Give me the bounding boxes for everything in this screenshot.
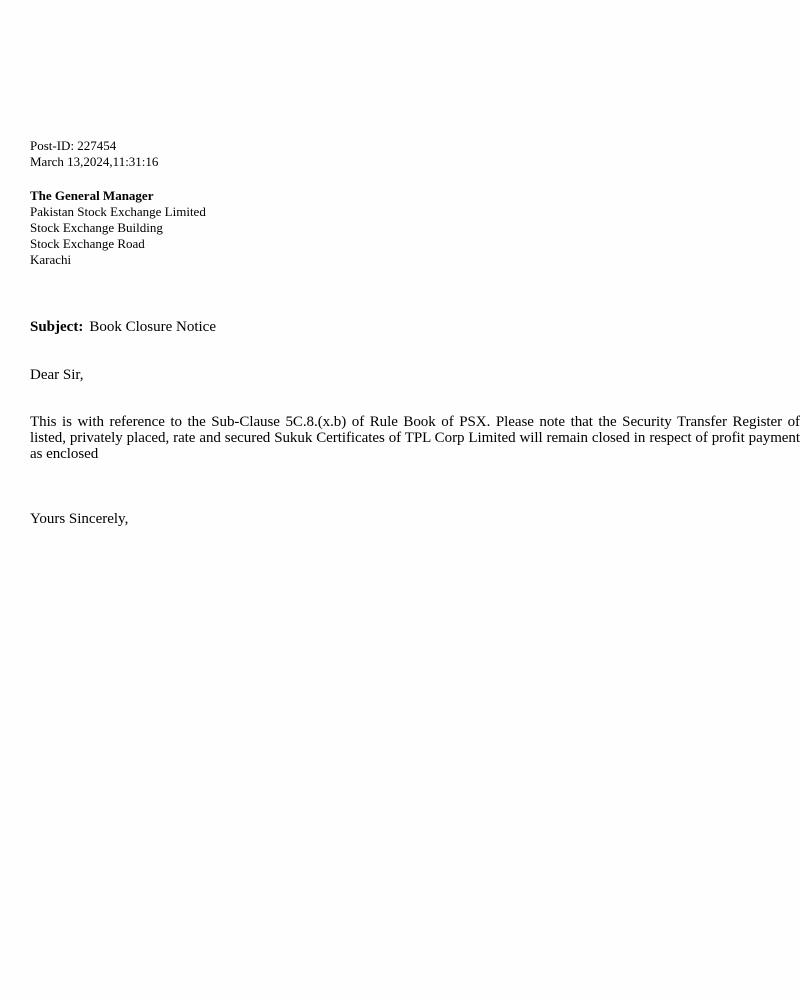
recipient-building: Stock Exchange Building [30, 220, 163, 235]
recipient-city: Karachi [30, 252, 72, 267]
salutation: Dear Sir, [30, 367, 84, 383]
subject-line [30, 318, 216, 336]
recipient-address [30, 188, 206, 268]
subject-label: Subject: [30, 319, 84, 335]
recipient-org: Pakistan Stock Exchange Limited [30, 204, 206, 219]
letter-header [30, 138, 158, 170]
recipient-title: The General Manager [30, 188, 154, 203]
post-id: Post-ID: 227454 [30, 138, 117, 153]
recipient-road: Stock Exchange Road [30, 236, 145, 251]
subject-text: Book Closure Notice [89, 319, 216, 335]
body-paragraph: This is with reference to the Sub-Clause 5C.8.(x.b) of Rule Book of PSX. Please note that the Security Transfer Register of listed, privately placed, rate and secured Sukuk Certificates of TPL Corp Limited will remain closed in respect of profit payment as enclosed [30, 414, 800, 462]
closing: Yours Sincerely, [30, 511, 129, 527]
post-datetime: March 13,2024,11:31:16 [30, 154, 159, 169]
